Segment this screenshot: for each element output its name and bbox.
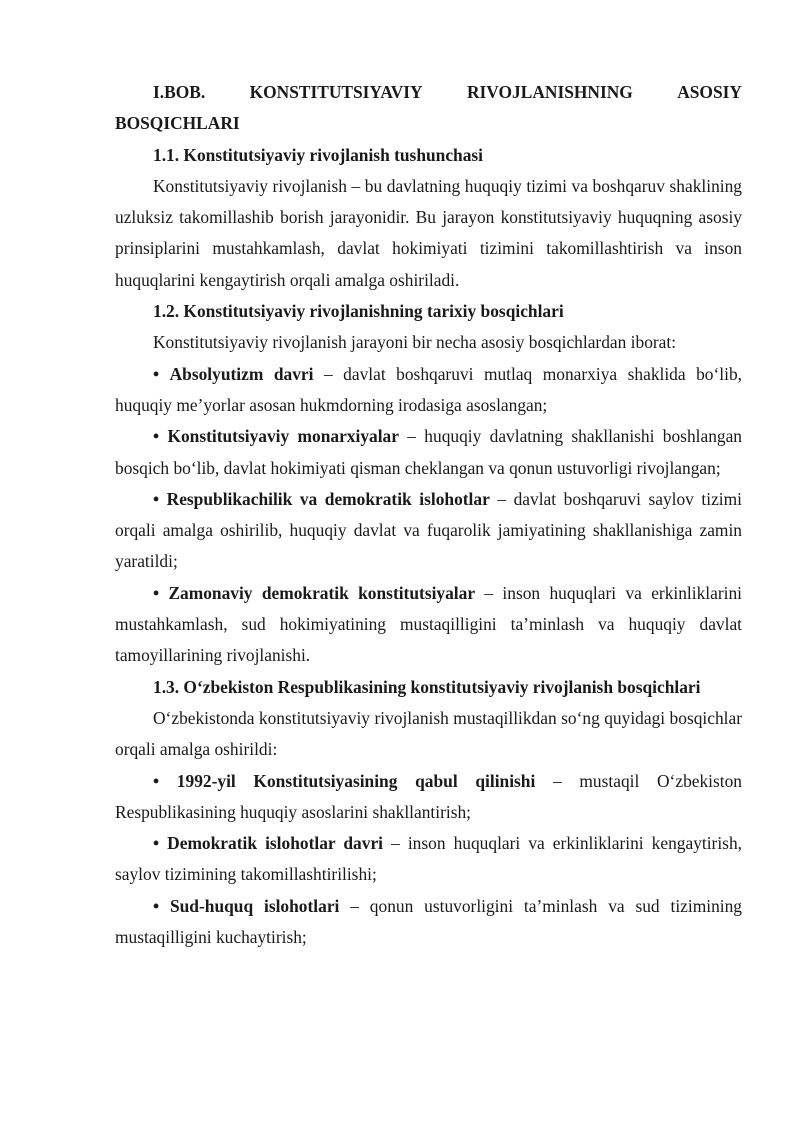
chapter-title-word: I.BOB. bbox=[153, 82, 206, 102]
list-item-term: 1992-yil Konstitutsiyasining qabul qilinishi bbox=[176, 770, 536, 791]
list-item-term: Sud-huquq islohotlari bbox=[169, 895, 340, 916]
list-item-term: Zamonaviy demokratik konstitutsiyalar bbox=[168, 582, 476, 603]
chapter-title-word: RIVOJLANISHNING bbox=[466, 82, 633, 102]
list-item-text: – huquqiy davlatning shakllanishi boshlangan bosqich bo‘lib, davlat hokimiyati qisman cheklangan va qonun ustuvorligi rivojlangan; bbox=[115, 426, 743, 478]
list-item-text: – inson huquqlari va erkinliklarini kengaytirish, saylov tizimining takomillashtirilishi; bbox=[115, 833, 742, 885]
list-item bbox=[115, 484, 742, 578]
section-heading-1-2: 1.2. Konstitutsiyaviy rivojlanishning tarixiy bosqichlari bbox=[153, 301, 564, 322]
list-item bbox=[115, 828, 742, 891]
chapter-title-word: ASOSIY bbox=[677, 82, 742, 102]
list-item bbox=[115, 421, 742, 484]
list-item-term: Konstitutsiyaviy monarxiyalar bbox=[167, 426, 399, 447]
bullet-icon: • bbox=[153, 363, 160, 384]
bullet-icon: • bbox=[153, 833, 160, 854]
bullet-icon: • bbox=[153, 426, 160, 447]
list-item-text: – davlat boshqaruvi saylov tizimi orqali amalga oshirilib, huquqiy davlat va fuqarolik jamiyatining shakllanishiga zamin yaratildi; bbox=[115, 488, 742, 572]
chapter-title bbox=[115, 77, 742, 108]
list-item bbox=[115, 891, 742, 954]
section-paragraph: Konstitutsiyaviy rivojlanish – bu davlatning huquqiy tizimi va boshqaruv shaklining uzluksiz takomillashib borish jarayonidir. Bu jarayon konstitutsiyaviy huquqning asosiy prinsiplarini mustahkamlash, davlat hokimiyati tizimini takomillashtirish va inson huquqlarini kengaytirish orqali amalga oshiriladi. bbox=[115, 175, 742, 290]
bullet-icon: • bbox=[153, 770, 160, 791]
list-item-text: – inson huquqlari va erkinliklarini mustahkamlash, sud hokimiyatining mustaqilligini ta’minlash va huquqiy davlat tamoyillarining rivojlanishi. bbox=[115, 582, 742, 666]
list-item-term: Respublikachilik va demokratik islohotlar bbox=[166, 488, 490, 509]
section-paragraph: Konstitutsiyaviy rivojlanish jarayoni bir necha asosiy bosqichlardan iborat: bbox=[153, 332, 677, 353]
list-item bbox=[115, 766, 742, 829]
list-item bbox=[115, 359, 742, 422]
list-item-term: Absolyutizm davri bbox=[169, 363, 314, 384]
section-paragraph: O‘zbekistonda konstitutsiyaviy rivojlanish mustaqillikdan so‘ng quyidagi bosqichlar orqali amalga oshirildi: bbox=[115, 707, 742, 760]
bullet-icon: • bbox=[153, 582, 160, 603]
list-item-text: – qonun ustuvorligini ta’minlash va sud tizimining mustaqilligini kuchaytirish; bbox=[115, 895, 742, 948]
section-heading-1-3: 1.3. O‘zbekiston Respublikasining konstitutsiyaviy rivojlanish bosqichlari bbox=[153, 676, 701, 697]
chapter-title-line2: BOSQICHLARI bbox=[115, 113, 240, 134]
bullet-icon: • bbox=[153, 895, 160, 916]
chapter-title-word: KONSTITUTSIYAVIY bbox=[249, 82, 423, 102]
list-item-text: – mustaqil O‘zbekiston Respublikasining huquqiy asoslarini shakllantirish; bbox=[115, 770, 742, 822]
list-item-text: – davlat boshqaruvi mutlaq monarxiya shaklida bo‘lib, huquqiy me’yorlar asosan hukmdorning irodasiga asoslangan; bbox=[115, 363, 742, 415]
bullet-icon: • bbox=[153, 488, 160, 509]
section-heading-1-1: 1.1. Konstitutsiyaviy rivojlanish tushunchasi bbox=[153, 144, 484, 165]
list-item bbox=[115, 578, 742, 672]
list-item-term: Demokratik islohotlar davri bbox=[167, 833, 383, 854]
